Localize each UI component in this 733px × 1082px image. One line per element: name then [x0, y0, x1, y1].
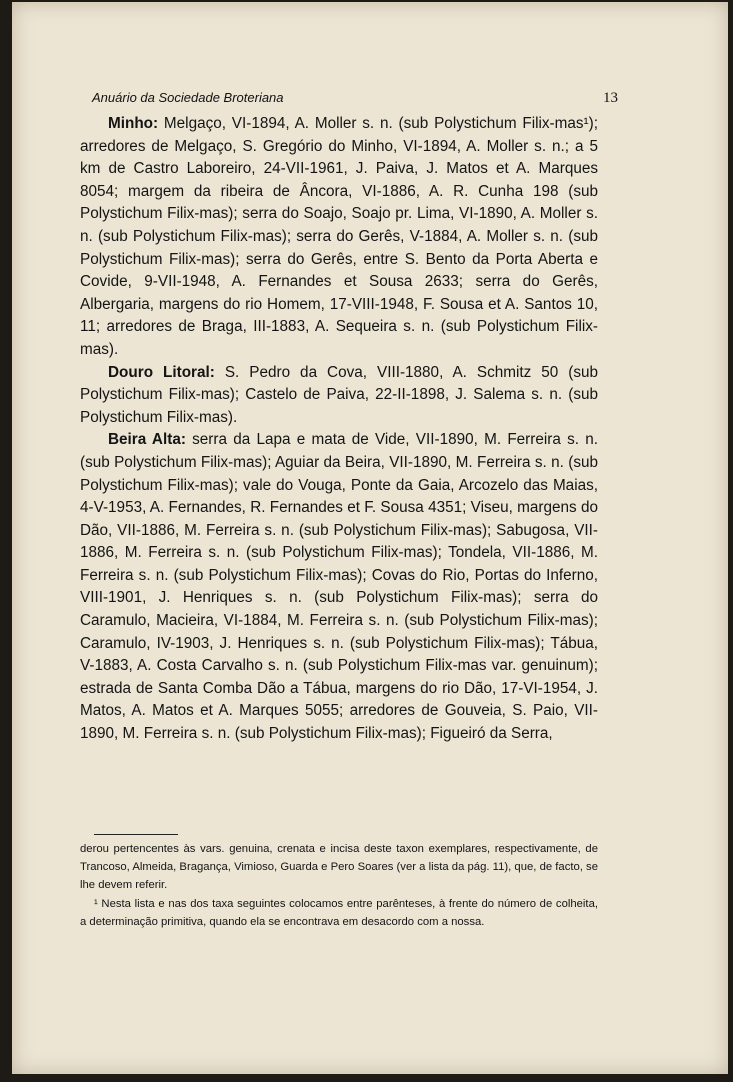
paragraph-text: serra da Lapa e mata de Vide, VII-1890, M. Ferreira s. n. (sub Polystichum Filix-mas); Aguiar da Beira, VII-1890, M. Ferreira s. n. (sub Polystichum Filix-mas); vale do Vouga, Ponte da Gaia, Arcozelo das Maias, 4-V-1953, A. Fernandes, R. Fernandes et F. Sousa 4351; Viseu, margens do Dão, VII-1886, M. Ferreira s. n. (sub Polystichum Filix-mas); Sabugosa, VII-1886, M. Ferreira s. n. (sub Polystichum Filix-mas); Tondela, VII-1886, M. Ferreira s. n. (sub Polystichum Filix-mas); Covas do Rio, Portas do Inferno, VIII-1901, J. Henriques s. n. (sub Polystichum Filix-mas); serra do Caramulo, Macieira, VI-1884, M. Ferreira s. n. (sub Polystichum Filix-mas); Caramulo, IV-1903, J. Henriques s. n. (sub Polystichum Filix-mas); Tábua, V-1883, A. Costa Carvalho s. n. (sub Polystichum Filix-mas var. genuinum); estrada de Santa Comba Dão a Tábua, margens do rio Dão, 17-VI-1954, J. Matos, A. Matos et A. Marques 5055; arredores de Gouveia, S. Paio, VII-1890, M. Ferreira s. n. (sub Polystichum Filix-mas); Figueiró da Serra,: [80, 431, 598, 743]
paragraph-text: Melgaço, VI-1894, A. Moller s. n. (sub Polystichum Filix-mas¹); arredores de Melgaço, S. Gregório do Minho, VI-1894, A. Moller s. n.; a 5 km de Castro Laboreiro, 24-VII-1961, J. Paiva, J. Matos et A. Marques 8054; margem da ribeira de Âncora, VI-1886, A. R. Cunha 198 (sub Polystichum Filix-mas); serra do Soajo, Soajo pr. Lima, VI-1890, A. Moller s. n. (sub Polystichum Filix-mas); serra do Gerês, V-1884, A. Moller s. n. (sub Polystichum Filix-mas); serra do Gerês, entre S. Bento da Porta Aberta e Covide, 9-VII-1948, A. Fernandes et Sousa 2633; serra do Gerês, Albergaria, margens do rio Homem, 17-VIII-1948, F. Sousa et A. Santos 10, 11; arredores de Braga, III-1883, A. Sequeira s. n. (sub Polystichum Filix-mas).: [80, 115, 598, 358]
footnote-continuation: derou pertencentes às vars. genuina, crenata e incisa deste taxon exemplares, respectivamente, de Trancoso, Almeida, Bragança, Vimioso, Guarda e Pero Soares (ver a lista da pág. 11), que, de facto, se lhe devem referir.: [80, 843, 598, 892]
paragraph-text: S. Pedro da Cova, VIII-1880, A. Schmitz 50 (sub Polystichum Filix-mas); Castelo de Paiva, 22-II-1898, J. Salema s. n. (sub Polystichum Filix-mas).: [80, 363, 599, 426]
page-number: 13: [603, 90, 618, 106]
footnote-1: ¹ Nesta lista e nas dos taxa seguintes colocamos entre parênteses, à frente do número de colheita, a determinação primitiva, quando ela se encontrava em desacordo com a nossa.: [80, 897, 598, 928]
main-text: [80, 113, 598, 746]
region-heading: Beira Alta:: [108, 431, 186, 449]
journal-title: Anuário da Sociedade Broteriana: [92, 90, 284, 105]
paragraph-minho: [80, 113, 598, 362]
footnotes: [80, 840, 598, 931]
paragraph-beira-alta: [80, 429, 598, 745]
footnote-separator: [94, 834, 178, 835]
region-heading: Minho:: [108, 115, 159, 132]
paragraph-douro-litoral: [80, 362, 598, 430]
region-heading: Douro Litoral:: [108, 363, 215, 381]
running-header: [92, 90, 618, 110]
